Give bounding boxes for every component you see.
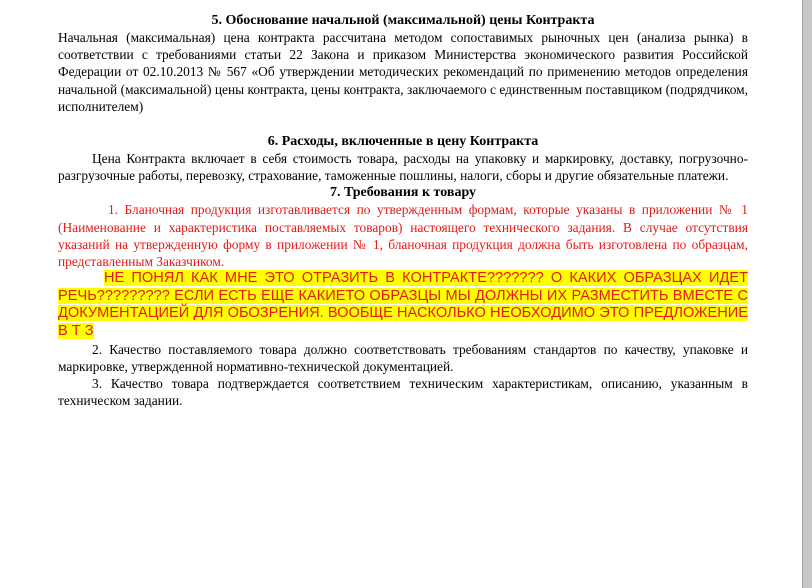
section-5-body: Начальная (максимальная) цена контракта рассчитана методом сопоставимых рыночных цен (анализа рынка) в соответствии с требованиями статьи 22 Закона и приказом Министерства экономического развития Российской Федерации от 02.10.2013 № 567 «Об утверждении методических рекомендаций по применению методов определения начальной (максимальной) цены контракта, цены контракта, заключаемого с единственным поставщиком (подрядчиком, исполнителем) xyxy=(58,30,748,114)
window-edge-scrollbar[interactable] xyxy=(802,0,812,588)
section-5-heading: 5. Обоснование начальной (максимальной) цены Контракта xyxy=(211,13,595,28)
section-7-heading: 7. Требования к товару xyxy=(329,185,477,201)
section-7-item-3: 3. Качество товара подтверждается соответствием техническим характеристикам, описанию, указанным в техническом задании. xyxy=(58,376,748,409)
document-page xyxy=(58,12,748,409)
spacer xyxy=(58,115,748,133)
section-6-body: Цена Контракта включает в себя стоимость товара, расходы на упаковку и маркировку, доставку, погрузочно-разгрузочные работы, перевозку, страхование, таможенные пошлины, налоги, сборы и другие обязательные платежи. xyxy=(58,151,748,184)
reviewer-comment xyxy=(58,270,748,340)
section-7-item-2: 2. Качество поставляемого товара должно соответствовать требованиям стандартов по качеству, упаковке и маркировке, утвержденной нормативно-технической документацией. xyxy=(58,341,748,374)
highlighted-comment-text: НЕ ПОНЯЛ КАК МНЕ ЭТО ОТРАЗИТЬ В КОНТРАКТЕ??????? О КАКИХ ОБРАЗЦАХ ИДЕТ РЕЧЬ????????? ЕСЛИ ЕСТЬ ЕЩЕ КАКИЕТО ОБРАЗЦЫ МЫ ДОЛЖНЫ ИХ РАЗМЕСТИТЬ ВМЕСТЕ С ДОКУМЕНТАЦИЕЙ ДЛЯ ОБОЗРЕНИЯ. ВООБЩЕ НАСКОЛЬКО НЕОБХОДИМО ЭТО ПРЕДЛОЖЕНИЕ В Т З xyxy=(58,270,748,340)
section-6-heading: 6. Расходы, включенные в цену Контракта xyxy=(267,134,539,150)
section-7-item-1: 1. Бланочная продукция изготавливается по утвержденным формам, которые указаны в приложении № 1 (Наименование и характеристика поставляемых товаров) настоящего технического задания. В случае отсутствия указаний на утвержденную форму в приложении № 1, бланочная продукция должна быть изготовлена по образцам, представленным Заказчиком. xyxy=(58,202,748,270)
